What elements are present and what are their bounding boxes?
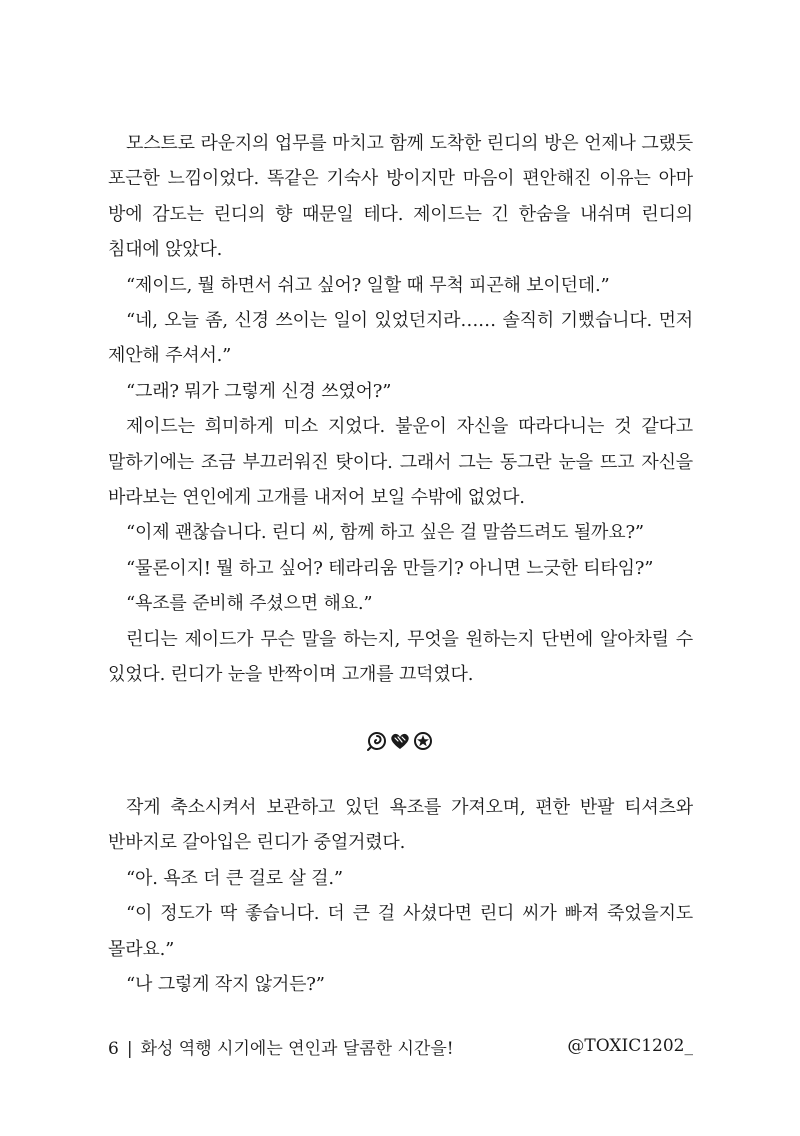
paragraph: “아. 욕조 더 큰 걸로 살 걸.” (126, 867, 343, 889)
section-1 (108, 126, 693, 693)
paragraph: “그래? 뭐가 그렇게 신경 쓰였어?” (126, 380, 392, 402)
page-number: 6 (108, 1038, 119, 1059)
book-title: 화성 역행 시기에는 연인과 달콤한 시간을! (140, 1038, 454, 1059)
paragraph: 모스트로 라운지의 업무를 마치고 함께 도착한 린디의 방은 언제나 그랬듯 포근한 느낌이었다. 똑같은 기숙사 방이지만 마음이 편안해진 이유는 아마 방에 감도는 린디의 향 때문일 테다. 제이드는 긴 한숨을 내쉬며 린디의 침대에 앉았다. (108, 133, 693, 261)
paragraph: 제이드는 희미하게 미소 지었다. 불운이 자신을 따라다니는 것 같다고 말하기에는 조금 부끄러워진 탓이다. 그래서 그는 동그란 눈을 뜨고 자신을 바라보는 연인에게 고개를 내저어 보일 수밖에 없었다. (108, 416, 693, 509)
footer-separator: | (126, 1038, 133, 1059)
star-medallion-icon (413, 731, 433, 751)
paragraph: “이 정도가 딱 좋습니다. 더 큰 걸 사셨다면 린디 씨가 빠져 죽었을지도 몰라요.” (108, 903, 693, 960)
paragraph: “욕조를 준비해 주셨으면 해요.” (126, 593, 373, 615)
section-2 (108, 790, 693, 1002)
paragraph: “제이드, 뭘 하면서 쉬고 싶어? 일할 때 무척 피곤해 보이던데.” (126, 274, 610, 296)
paragraph: “이제 괜찮습니다. 린디 씨, 함께 하고 싶은 걸 말씀드려도 될까요?” (126, 522, 644, 544)
swirl-icon (367, 731, 387, 751)
paragraph: 린디는 제이드가 무슨 말을 하는지, 무엇을 원하는지 단번에 알아차릴 수 있었다. 린디가 눈을 반짝이며 고개를 끄덕였다. (108, 628, 693, 686)
paragraph: 작게 축소시켜서 보관하고 있던 욕조를 가져오며, 편한 반팔 티셔츠와 반바지로 갈아입은 린디가 중얼거렸다. (108, 797, 693, 854)
footer-left (108, 1034, 454, 1059)
author-handle: @TOXIC1202_ (567, 1036, 693, 1056)
section-break-ornament (0, 727, 800, 755)
paragraph: “네, 오늘 좀, 신경 쓰이는 일이 있었던지라…… 솔직히 기뻤습니다. 먼저 제안해 주셔서.” (108, 310, 693, 367)
heart-icon (389, 731, 411, 751)
paragraph: “나 그렇게 작지 않거든?” (126, 974, 325, 996)
page-footer (108, 1032, 693, 1060)
paragraph: “물론이지! 뭘 하고 싶어? 테라리움 만들기? 아니면 느긋한 티타임?” (126, 557, 654, 579)
